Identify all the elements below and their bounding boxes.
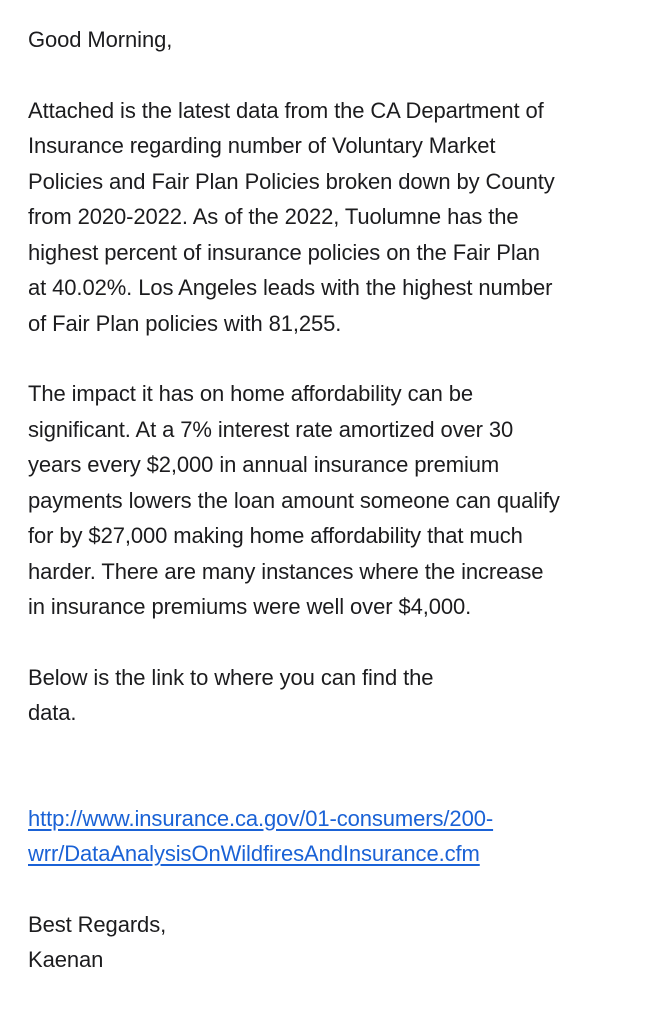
paragraph-fair-plan-data: Attached is the latest data from the CA Department of Insurance regarding number of Voluntary Market Policies and Fair Plan Policies broken down by County from 2020-2022. As of the 2022, Tuolumne has the highest percent of insurance policies on the Fair Plan at 40.02%. Los Angeles leads with the highest number of Fair Plan policies with 81,255.	[28, 97, 555, 336]
paragraph-affordability-impact: The impact it has on home affordability can be significant. At a 7% interest rate amortized over 30 years every $2,000 in annual insurance premium payments lowers the loan amount someone can qualify for by $27,000 making home affordability that much harder. There are many instances where the increase in insurance premiums were well over $4,000.	[28, 381, 560, 619]
data-link[interactable]	[28, 801, 648, 872]
closing-text: Best Regards,	[28, 911, 167, 937]
signature-name: Kaenan	[28, 947, 104, 972]
spacer	[28, 341, 648, 376]
data-link-line-2[interactable]: wrr/DataAnalysisOnWildfiresAndInsurance.cfm	[28, 841, 480, 866]
spacer	[28, 58, 648, 93]
email-body	[28, 22, 648, 978]
spacer	[28, 625, 648, 660]
spacer	[28, 872, 648, 907]
paragraph-link-intro: Below is the link to where you can find the data.	[28, 664, 434, 725]
spacer	[28, 731, 648, 801]
data-link-line-1[interactable]: http://www.insurance.ca.gov/01-consumers/200-	[28, 805, 494, 831]
greeting-text: Good Morning,	[28, 27, 173, 52]
